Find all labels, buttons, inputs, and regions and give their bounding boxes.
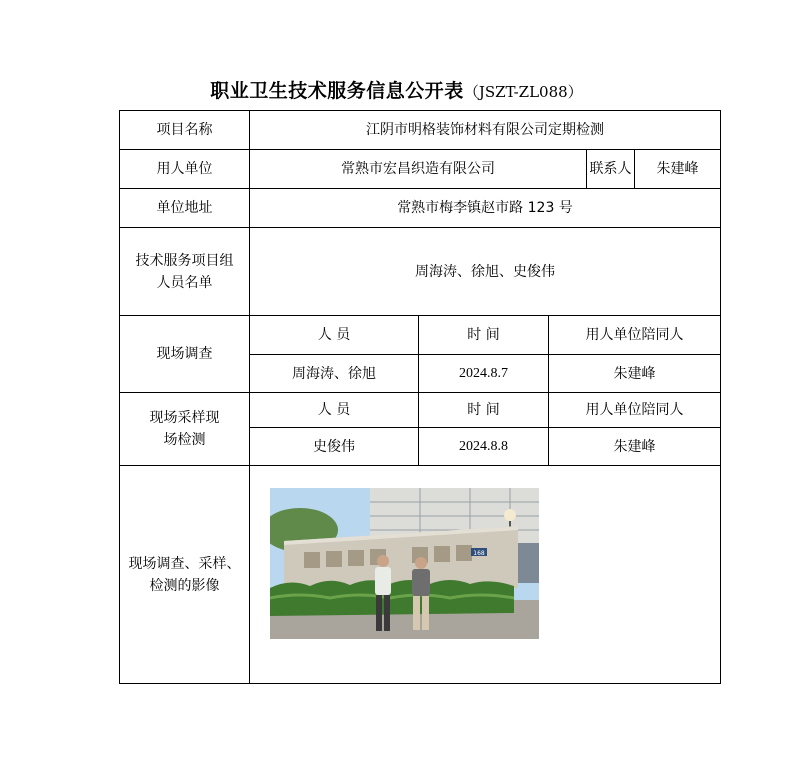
- photo-label: 现场调查、采样、检测的影像: [120, 466, 250, 684]
- sampling-person: 史俊伟: [250, 428, 419, 466]
- project-name-value: 江阴市明格装饰材料有限公司定期检测: [250, 111, 721, 150]
- team-value: 周海涛、徐旭、史俊伟: [250, 228, 721, 316]
- project-name-label: 项目名称: [120, 111, 250, 150]
- info-table: [119, 110, 721, 684]
- title-main: 职业卫生技术服务信息公开表: [210, 80, 464, 102]
- sampling-date: 2024.8.8: [419, 428, 549, 466]
- contact-value: 朱建峰: [635, 150, 721, 189]
- team-row: [120, 228, 721, 316]
- contact-label: 联系人: [587, 150, 635, 189]
- project-row: [120, 111, 721, 150]
- sampling-header-escort: 用人单位陪同人: [549, 393, 721, 428]
- team-label: 技术服务项目组人员名单: [120, 228, 250, 316]
- photo-number-text: 168: [473, 550, 485, 557]
- sampling-escort: 朱建峰: [549, 428, 721, 466]
- survey-header-row: [120, 316, 721, 355]
- page-title: [0, 76, 793, 103]
- photo-cell: [250, 466, 721, 684]
- sampling-header-time: 时 间: [419, 393, 549, 428]
- survey-header-person: 人 员: [250, 316, 419, 355]
- survey-escort: 朱建峰: [549, 355, 721, 393]
- photo-lamp: [504, 509, 516, 521]
- site-photo-scene: [270, 488, 539, 639]
- survey-date: 2024.8.7: [419, 355, 549, 393]
- survey-person: 周海涛、徐旭: [250, 355, 419, 393]
- survey-header-escort: 用人单位陪同人: [549, 316, 721, 355]
- employer-row: [120, 150, 721, 189]
- survey-label: 现场调查: [120, 316, 250, 393]
- address-value: 常熟市梅李镇赵市路 123 号: [250, 189, 721, 228]
- sampling-header-person: 人 员: [250, 393, 419, 428]
- employer-label: 用人单位: [120, 150, 250, 189]
- address-label: 单位地址: [120, 189, 250, 228]
- site-photo: [270, 488, 539, 639]
- employer-value: 常熟市宏昌织造有限公司: [250, 150, 587, 189]
- address-row: [120, 189, 721, 228]
- title-code: （JSZT-ZL088）: [463, 83, 583, 101]
- photo-row: [120, 466, 721, 684]
- sampling-header-row: [120, 393, 721, 428]
- survey-header-time: 时 间: [419, 316, 549, 355]
- sampling-label: 现场采样现场检测: [120, 393, 250, 466]
